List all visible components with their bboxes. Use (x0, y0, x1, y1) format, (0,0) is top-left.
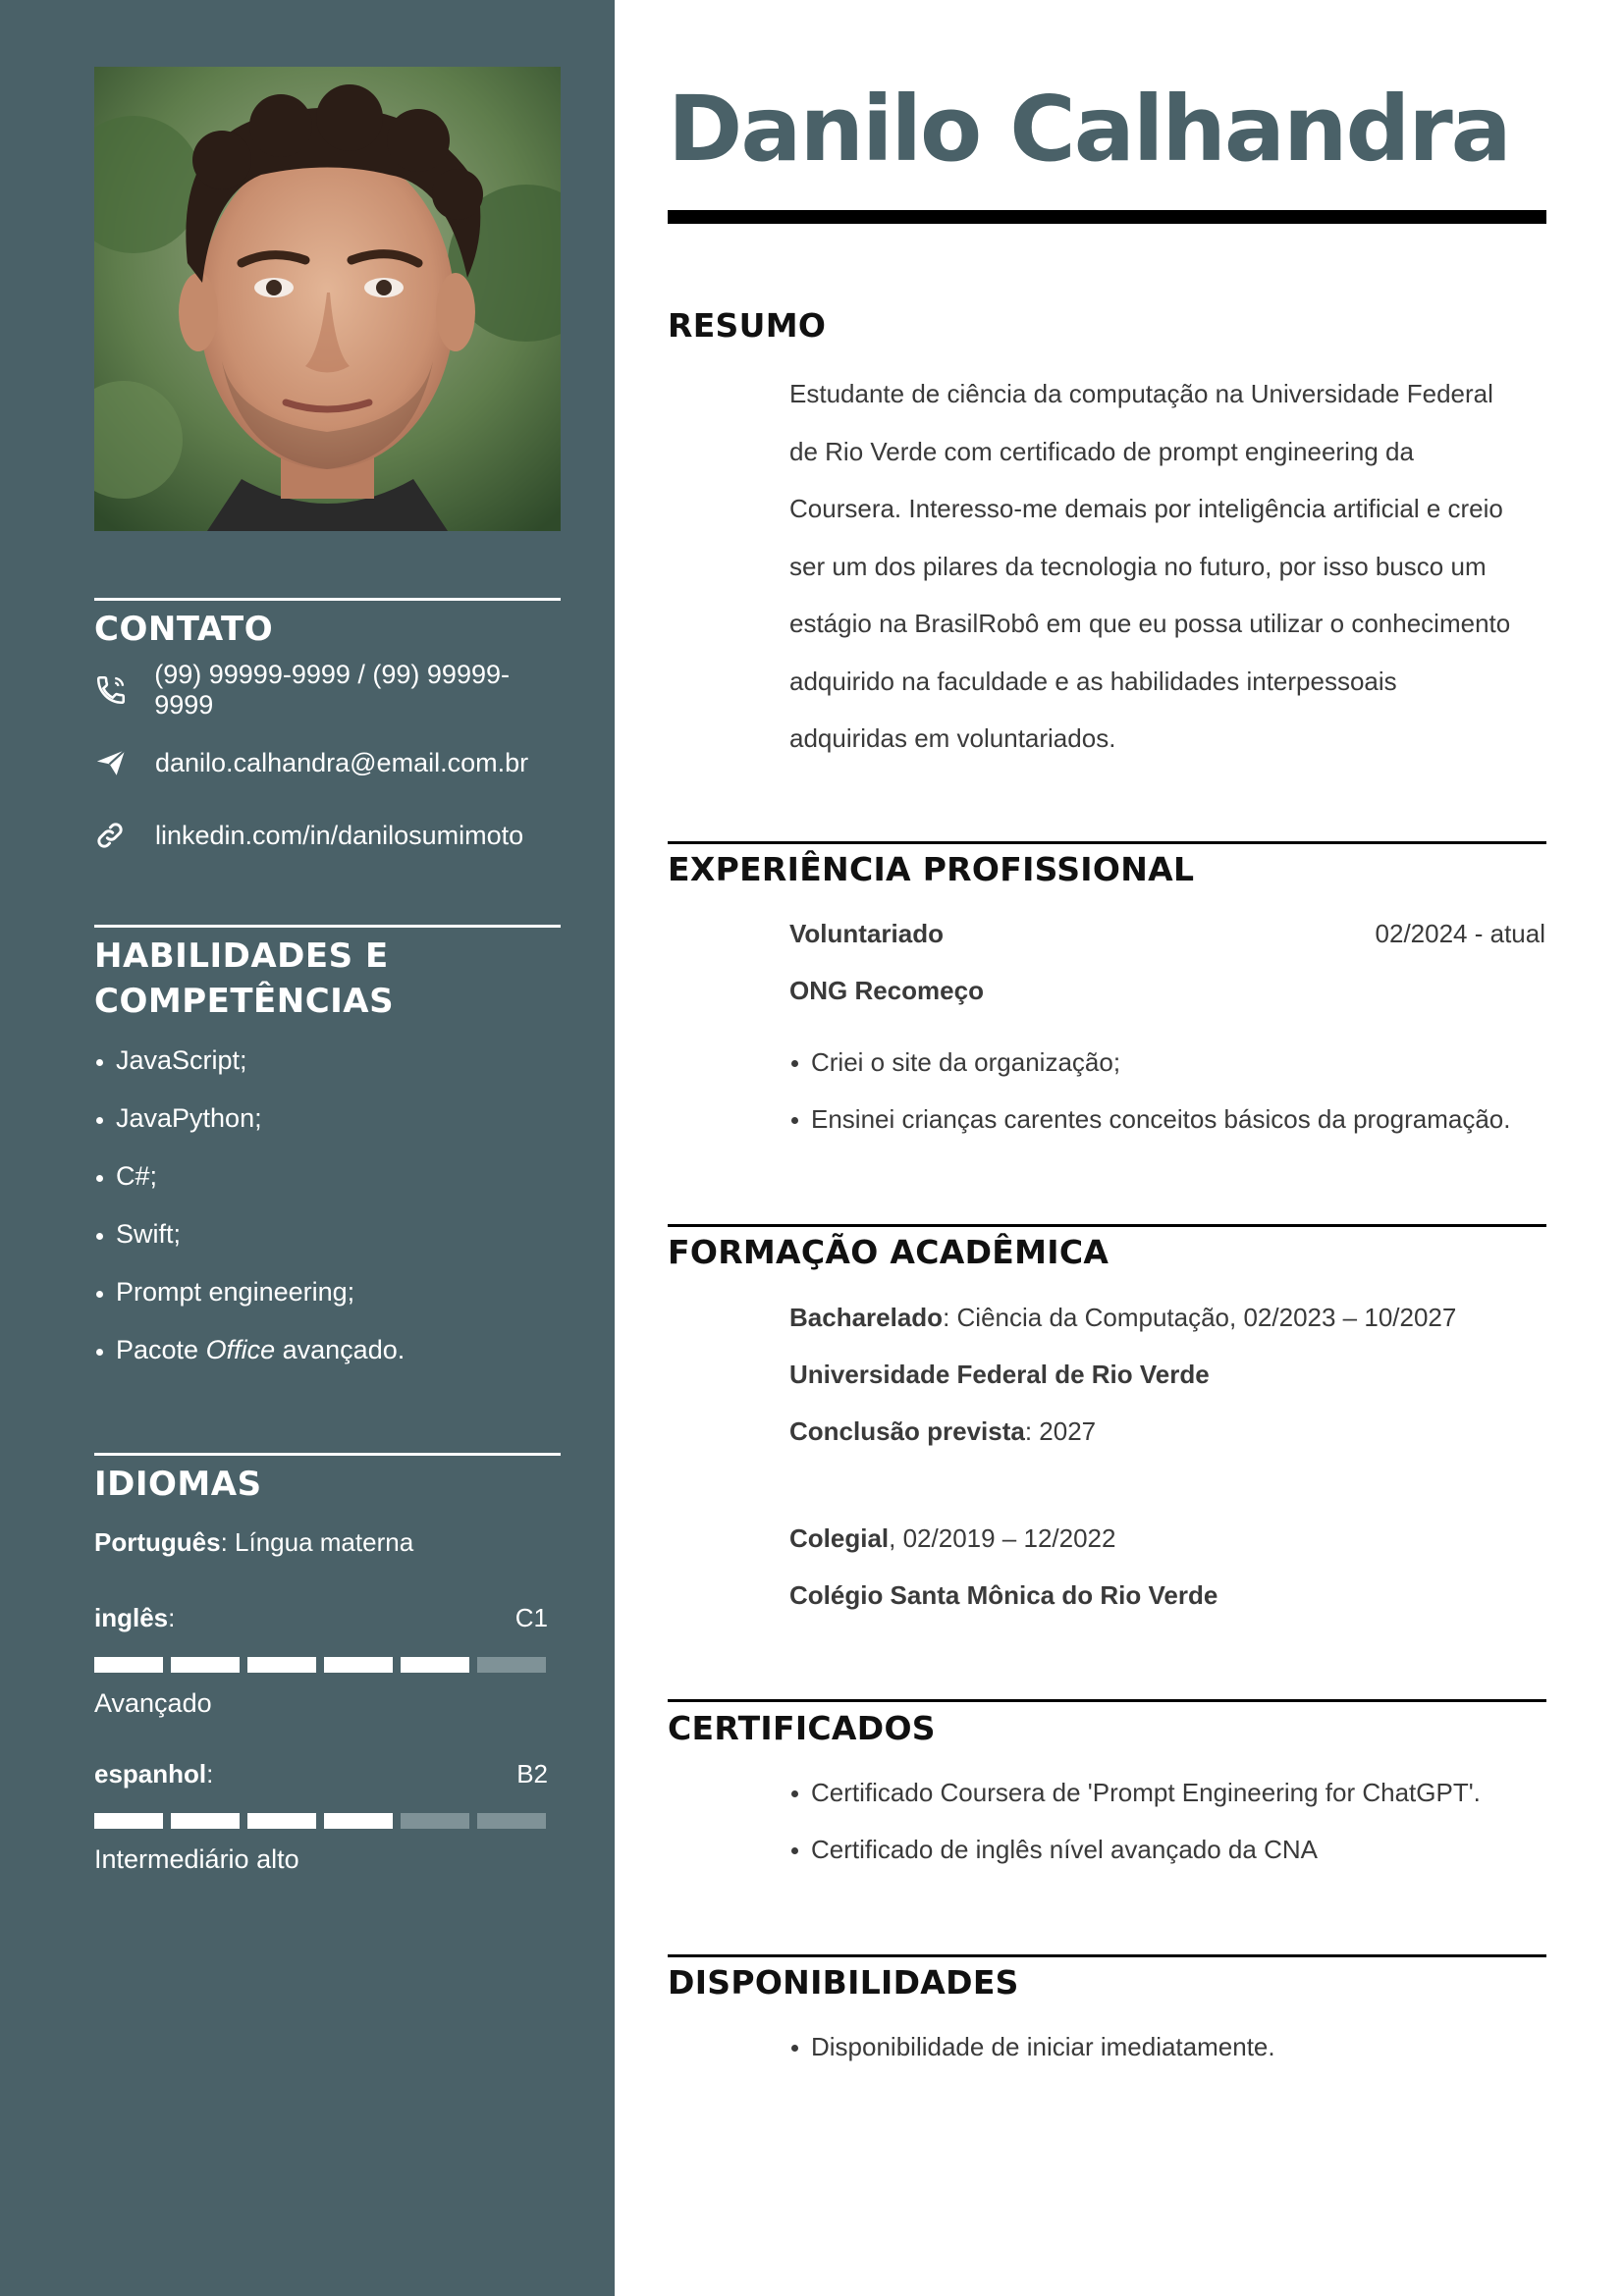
level-segment-empty (477, 1813, 546, 1829)
profile-photo (94, 67, 561, 531)
skills-divider (94, 925, 561, 928)
phone-icon (94, 672, 133, 708)
summary-line: estágio na BrasilRobô em que eu possa utilizar o conhecimento (789, 609, 1511, 638)
language-english-code: C1 (514, 1603, 548, 1632)
level-segment-filled (324, 1657, 393, 1673)
level-segment-empty (401, 1813, 469, 1829)
contact-email-text[interactable]: danilo.calhandra@email.com.br (155, 747, 529, 777)
summary-line: adquiridas em voluntariados. (789, 723, 1116, 753)
language-spanish-level-bar (94, 1813, 561, 1829)
summary-line: ser um dos pilares da tecnologia no futuro, por isso busco um (789, 551, 1487, 581)
language-native-name: Português (94, 1527, 221, 1557)
contact-phone-text: (99) 99999-9999 / (99) 99999-9999 (154, 660, 510, 720)
certificates-divider (668, 1699, 1546, 1702)
availability-bullet: Disponibilidade de iniciar imediatamente. (789, 2018, 1545, 2075)
level-segment-filled (94, 1657, 163, 1673)
skill-item-office (94, 1321, 561, 1379)
certificate-bullet: Certificado de inglês nível avançado da CNA (789, 1821, 1545, 1878)
main-content (668, 0, 1546, 2296)
skills-list (94, 1032, 561, 1379)
contact-linkedin[interactable] (94, 799, 561, 872)
language-english-level-bar (94, 1657, 561, 1673)
contact-phone (94, 654, 561, 726)
skill-office-emphasis: Office (205, 1335, 276, 1364)
language-spanish: espanhol: B2 Intermediário alto (94, 1756, 561, 1875)
experience-bullet: Criei o site da organização; (789, 1034, 1545, 1091)
education-divider (668, 1224, 1546, 1227)
experience-org: ONG Recomeço (789, 976, 984, 1005)
experience-role: Voluntariado (789, 919, 944, 948)
availability-block (789, 2018, 1545, 2075)
education-conclusion-label: Conclusão prevista (789, 1416, 1025, 1446)
skill-item: JavaScript; (94, 1032, 561, 1090)
summary-heading: RESUMO (668, 306, 827, 345)
experience-block (789, 905, 1545, 1148)
paper-plane-icon (94, 745, 134, 780)
summary-line: adquirido na faculdade e as habilidades interpessoais (789, 666, 1397, 696)
contact-section (94, 598, 561, 872)
language-spanish-name: espanhol (94, 1759, 207, 1789)
skills-section (94, 925, 561, 1379)
education-school-period: , 02/2019 – 12/2022 (889, 1523, 1116, 1553)
summary-line: Estudante de ciência da computação na Universidade Federal (789, 379, 1493, 408)
certificates-heading: CERTIFICADOS (668, 1709, 936, 1747)
candidate-name: Danilo Calhandra (668, 77, 1510, 182)
contact-heading: CONTATO (94, 610, 274, 649)
certificates-block (789, 1764, 1545, 1878)
language-native-desc: : Língua materna (220, 1527, 414, 1557)
skill-office-suffix: avançado. (282, 1335, 406, 1364)
level-segment-filled (94, 1813, 163, 1829)
language-english-name: inglês (94, 1603, 169, 1632)
skill-item: Prompt engineering; (94, 1263, 561, 1321)
level-segment-filled (324, 1813, 393, 1829)
skill-item: JavaPython; (94, 1090, 561, 1148)
education-degree-label: Bacharelado (789, 1303, 944, 1332)
availability-divider (668, 1954, 1546, 1957)
language-native (94, 1524, 561, 1560)
skill-office-prefix: Pacote (116, 1335, 199, 1364)
experience-bullet: Ensinei crianças carentes conceitos básicos da programação. (789, 1091, 1545, 1148)
skills-heading-line2: COMPETÊNCIAS (94, 982, 395, 1021)
languages-divider (94, 1453, 561, 1456)
name-underline (668, 210, 1546, 224)
contact-email[interactable] (94, 726, 561, 799)
education-school-label: Colegial (789, 1523, 890, 1553)
skill-item: C#; (94, 1148, 561, 1205)
summary-text (789, 365, 1545, 768)
languages-heading: IDIOMAS (94, 1465, 262, 1504)
skills-heading (94, 934, 561, 1024)
language-english: inglês: C1 Avançado (94, 1600, 561, 1719)
education-conclusion-value: : 2027 (1024, 1416, 1097, 1446)
skill-item: Swift; (94, 1205, 561, 1263)
availability-heading: DISPONIBILIDADES (668, 1963, 1019, 2002)
level-segment-filled (171, 1813, 240, 1829)
education-heading: FORMAÇÃO ACADÊMICA (668, 1233, 1109, 1271)
education-university: Universidade Federal de Rio Verde (789, 1360, 1210, 1389)
level-segment-filled (171, 1657, 240, 1673)
skills-heading-line1: HABILIDADES E (94, 936, 389, 976)
languages-section (94, 1453, 561, 1875)
availability-bullets (789, 2018, 1545, 2075)
level-segment-filled (247, 1657, 316, 1673)
contact-linkedin-text[interactable]: linkedin.com/in/danilosumimoto (155, 820, 524, 850)
experience-period: 02/2024 - atual (1375, 919, 1545, 948)
level-segment-empty (477, 1657, 546, 1673)
level-segment-filled (247, 1813, 316, 1829)
language-english-level: Avançado (94, 1688, 212, 1718)
education-school-name: Colégio Santa Mônica do Rio Verde (789, 1580, 1218, 1610)
education-degree-detail: : Ciência da Computação, 02/2023 – 10/2027 (943, 1303, 1457, 1332)
certificate-bullet: Certificado Coursera de 'Prompt Engineering for ChatGPT'. (789, 1764, 1545, 1821)
summary-line: de Rio Verde com certificado de prompt engineering da (789, 436, 1414, 466)
experience-heading: EXPERIÊNCIA PROFISSIONAL (668, 850, 1195, 888)
language-spanish-level: Intermediário alto (94, 1844, 299, 1874)
level-segment-filled (401, 1657, 469, 1673)
contact-divider (94, 598, 561, 601)
certificates-bullets (789, 1764, 1545, 1878)
education-block (789, 1289, 1545, 1624)
link-icon (94, 818, 134, 853)
language-spanish-code: B2 (516, 1759, 548, 1789)
summary-line: Coursera. Interesso-me demais por inteligência artificial e creio (789, 494, 1503, 523)
experience-bullets (789, 1034, 1545, 1148)
sidebar (0, 0, 615, 2296)
experience-divider (668, 841, 1546, 844)
